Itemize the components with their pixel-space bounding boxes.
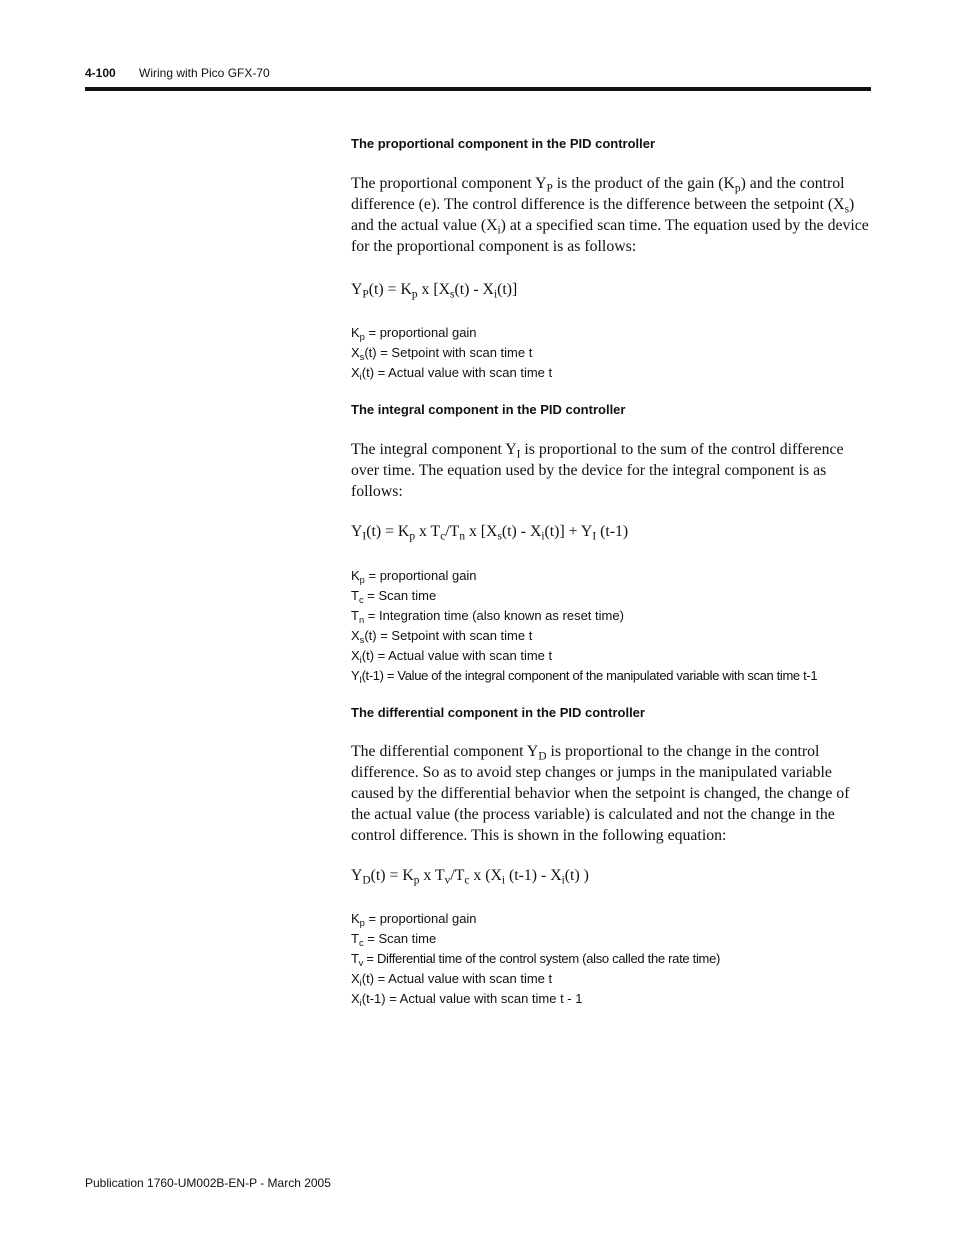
equation-differential: $Y_D(t) = K_p$ x $T_v/T_c$ x ($X_i$ $(t-1) - X_i(t)$ )	[351, 867, 589, 887]
variable-definition: $K_p$ = proportional gain	[351, 568, 477, 585]
variable-definition: $X_s(t)$ = Setpoint with scan time t	[351, 628, 533, 645]
page-number: 4-100	[85, 66, 116, 80]
variable-definition: $T_n$ = Integration time (also known as reset time)	[351, 608, 624, 625]
variable-definition: $X_i(t-1)$ = Actual value with scan time t - 1	[351, 991, 583, 1008]
publication-footer: Publication 1760-UM002B-EN-P - March 2005	[85, 1176, 331, 1190]
chapter-title: Wiring with Pico GFX-70	[139, 66, 270, 80]
equation-integral: $Y_I(t) = K_p$ x $T_c/T_n$ x $[X_s(t) - X_i(t)] + Y_I$ (t-1)	[351, 523, 629, 543]
paragraph-proportional: The proportional component $Y_P$ is the product of the gain $(K_p)$ and the control difference (e). The control difference is the difference between the setpoint $(X_s)$ and the actual value $(X_i)$ at a specified scan time. The equation used by the device for the proportional component is as follows:	[351, 175, 869, 255]
variable-definition: $X_i(t)$ = Actual value with scan time t	[351, 971, 553, 988]
variable-definition: $X_s(t)$ = Setpoint with scan time t	[351, 345, 533, 362]
paragraph-integral: The integral component $Y_I$ is proportional to the sum of the control difference over time. The equation used by the device for the integral component is as follows:	[351, 441, 844, 500]
variable-definition: $K_p$ = proportional gain	[351, 911, 477, 928]
variable-definition: $T_c$ = Scan time	[351, 588, 437, 605]
variable-definition: $K_p$ = proportional gain	[351, 325, 477, 342]
section-heading-differential: The differential component in the PID controller	[351, 705, 645, 720]
variable-definition: $T_c$ = Scan time	[351, 931, 437, 948]
equation-proportional: $Y_P(t) = K_p$ x $[X_s(t) - X_i(t)]$	[351, 281, 518, 301]
variable-definition: $Y_I(t-1)$ = Value of the integral component of the manipulated variable with scan time t-1	[351, 668, 818, 685]
section-heading-integral: The integral component in the PID controller	[351, 402, 626, 417]
paragraph-differential: The differential component $Y_D$ is proportional to the change in the control difference. So as to avoid step changes or jumps in the manipulated variable caused by the differential behavior when the setpoint is changed, the change of the actual value (the process variable) is calculated and not the change in the control difference. This is shown in the following equation:	[351, 743, 850, 844]
section-heading-proportional: The proportional component in the PID controller	[351, 136, 656, 151]
variable-definition: $X_i(t)$ = Actual value with scan time t	[351, 648, 553, 665]
variable-definition: $X_i(t)$ = Actual value with scan time t	[351, 365, 553, 382]
header-rule	[85, 87, 871, 91]
variable-definition: $T_v$ = Differential time of the control system (also called the rate time)	[351, 951, 721, 968]
running-header	[85, 66, 270, 80]
